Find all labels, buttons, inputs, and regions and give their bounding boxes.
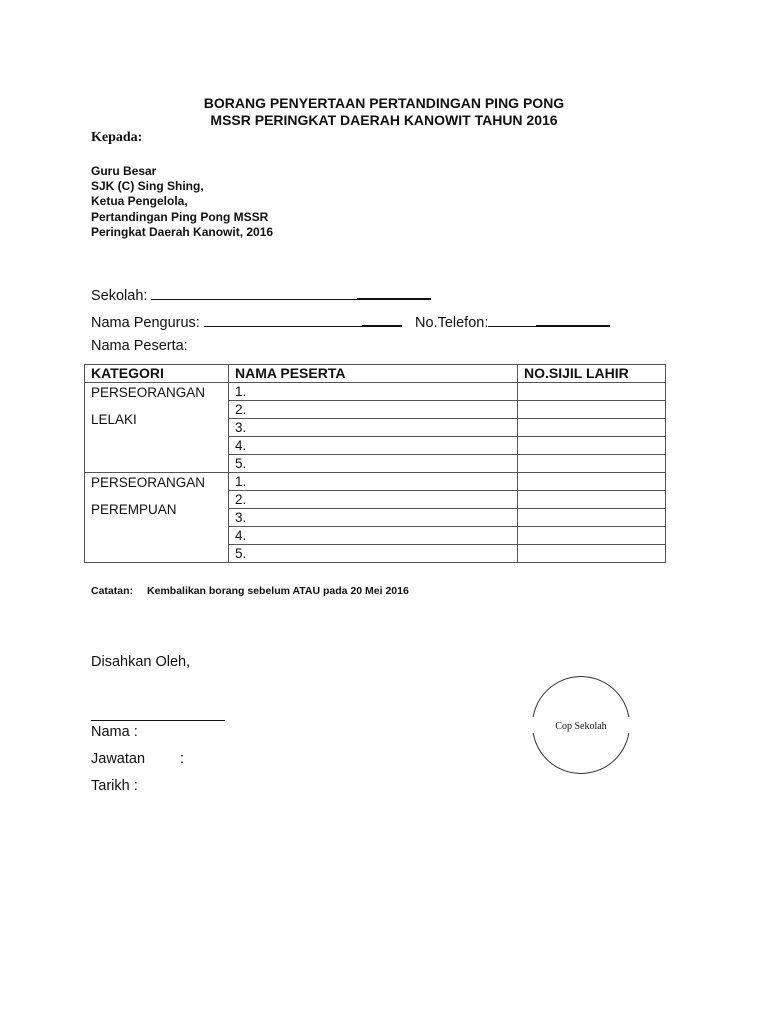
- sekolah-blank-line[interactable]: [151, 286, 357, 300]
- recipient-address: [91, 164, 273, 240]
- category-line2: PEREMPUAN: [91, 502, 177, 517]
- participant-name-cell[interactable]: 4.: [229, 437, 518, 455]
- birth-cert-cell[interactable]: [518, 527, 666, 545]
- no-telefon-blank-line[interactable]: [488, 313, 536, 327]
- participant-name-cell[interactable]: 4.: [229, 527, 518, 545]
- birth-cert-cell[interactable]: [518, 545, 666, 563]
- category-line1: PERSEORANGAN: [91, 475, 206, 490]
- tarikh-label: Tarikh :: [91, 778, 138, 794]
- jawatan-label: Jawatan: [91, 751, 146, 767]
- nama-label: Nama :: [91, 724, 138, 740]
- disahkan-oleh-label: Disahkan Oleh,: [91, 654, 191, 670]
- header-kategori: KATEGORI: [85, 365, 229, 383]
- nama-pengurus-field[interactable]: [91, 312, 402, 331]
- category-cell-perempuan: [85, 473, 229, 563]
- form-title-line1: BORANG PENYERTAAN PERTANDINGAN PING PONG: [203, 95, 565, 111]
- sekolah-blank-line-bold[interactable]: [357, 285, 431, 300]
- address-line: Pertandingan Ping Pong MSSR: [91, 209, 269, 224]
- birth-cert-cell[interactable]: [518, 491, 666, 509]
- address-line: Guru Besar: [91, 164, 157, 178]
- participant-name-cell[interactable]: 2.: [229, 491, 518, 509]
- table-row: [85, 383, 666, 401]
- catatan-note: [91, 585, 409, 597]
- participant-name-cell[interactable]: 5.: [229, 455, 518, 473]
- address-line: Peringkat Daerah Kanowit, 2016: [91, 224, 274, 239]
- signature-line[interactable]: [91, 720, 225, 721]
- catatan-text: Kembalikan borang sebelum ATAU pada 20 Mei 2016: [147, 585, 409, 597]
- birth-cert-cell[interactable]: [518, 419, 666, 437]
- nama-pengurus-label: Nama Pengurus:: [91, 315, 200, 331]
- no-telefon-blank-line-bold[interactable]: [536, 312, 610, 327]
- form-title-line2: MSSR PERINGKAT DAERAH KANOWIT TAHUN 2016: [210, 112, 558, 128]
- header-nama-peserta: NAMA PESERTA: [229, 365, 518, 383]
- jawatan-colon: :: [180, 751, 185, 767]
- participant-name-cell[interactable]: 5.: [229, 545, 518, 563]
- no-telefon-label: No.Telefon:: [415, 315, 489, 331]
- address-line: Ketua Pengelola,: [91, 194, 188, 209]
- nama-pengurus-blank-line[interactable]: [204, 313, 362, 327]
- birth-cert-cell[interactable]: [518, 455, 666, 473]
- stamp-label: Cop Sekolah: [555, 721, 607, 732]
- category-line1: PERSEORANGAN: [91, 385, 206, 400]
- no-telefon-field[interactable]: [415, 312, 610, 331]
- participant-name-cell[interactable]: 3.: [229, 509, 518, 527]
- participant-name-cell[interactable]: 2.: [229, 401, 518, 419]
- header-no-sijil-lahir: NO.SIJIL LAHIR: [518, 365, 666, 383]
- address-line: SJK (C) Sing Shing,: [91, 179, 204, 194]
- nama-peserta-label: Nama Peserta:: [91, 338, 188, 354]
- nama-pengurus-blank-line-bold[interactable]: [362, 312, 402, 327]
- catatan-label: Catatan:: [91, 585, 134, 597]
- participant-name-cell[interactable]: 1.: [229, 383, 518, 401]
- participant-table: [84, 364, 666, 563]
- birth-cert-cell[interactable]: [518, 401, 666, 419]
- school-stamp-circle: [532, 676, 630, 774]
- birth-cert-cell[interactable]: [518, 473, 666, 491]
- birth-cert-cell[interactable]: [518, 437, 666, 455]
- category-cell-lelaki: [85, 383, 229, 473]
- kepada-label: Kepada:: [91, 130, 143, 145]
- birth-cert-cell[interactable]: [518, 383, 666, 401]
- table-header-row: [85, 365, 666, 383]
- table-row: [85, 473, 666, 491]
- sekolah-label: Sekolah:: [91, 288, 148, 304]
- birth-cert-cell[interactable]: [518, 509, 666, 527]
- participant-name-cell[interactable]: 3.: [229, 419, 518, 437]
- participant-name-cell[interactable]: 1.: [229, 473, 518, 491]
- category-line2: LELAKI: [91, 412, 137, 427]
- sekolah-field[interactable]: [91, 285, 431, 304]
